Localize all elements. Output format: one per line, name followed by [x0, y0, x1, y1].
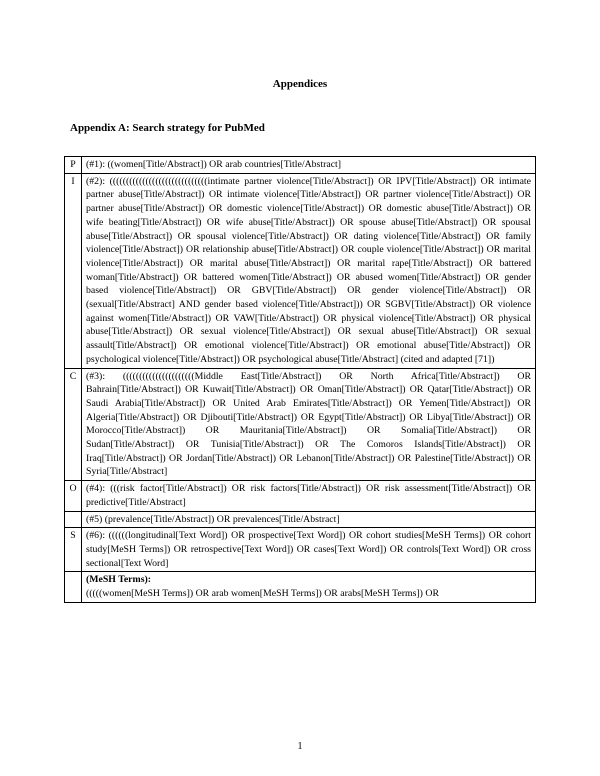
table-row	[65, 481, 536, 511]
mesh-heading: (MeSH Terms):	[86, 574, 152, 586]
row-text: (#5) (prevalence[Title/Abstract]) OR prevalences[Title/Abstract]	[82, 511, 536, 528]
row-label: I	[65, 173, 82, 368]
row-label: S	[65, 528, 82, 572]
row-label: P	[65, 157, 82, 174]
mesh-cell	[82, 572, 536, 602]
search-strategy-table	[64, 156, 536, 603]
row-text: (#3): ((((((((((((((((((((((Middle East[Title/Abstract]) OR North Africa[Title/Abstract]) OR Bahrain[Title/Abstract]) OR Kuwait[Title/Abstract]) OR Oman[Title/Abstract]) OR Qatar[Title/Abstract]) OR Saudi Arabia[Title/Abstract]) OR United Arab Emirates[Title/Abstract]) OR Yemen[Title/Abstract]) OR Algeria[Title/Abstract]) OR Djibouti[Title/Abstract]) OR Egypt[Title/Abstract]) OR Libya[Title/Abstract]) OR Morocco[Title/Abstract]) OR Mauritania[Title/Abstract]) OR Somalia[Title/Abstract]) OR Sudan[Title/Abstract]) OR Tunisia[Title/Abstract]) OR The Comoros Islands[Title/Abstract]) OR Iraq[Title/Abstract]) OR Jordan[Title/Abstract]) OR Lebanon[Title/Abstract]) OR Palestine[Title/Abstract]) OR Syria[Title/Abstract]	[82, 368, 536, 481]
table-row	[65, 572, 536, 602]
row-label: O	[65, 481, 82, 511]
table-row	[65, 528, 536, 572]
row-label	[65, 511, 82, 528]
page-number: 1	[297, 741, 303, 752]
section-heading: Appendix A: Search strategy for PubMed	[70, 122, 265, 134]
row-text: (#1): ((women[Title/Abstract]) OR arab countries[Title/Abstract]	[82, 157, 536, 174]
row-text: (#2): ((((((((((((((((((((((((((((((intimate partner violence[Title/Abstract]) OR IPV[Title/Abstract]) OR intimate partner abuse[Title/Abstract]) OR intimate violence[Title/Abstract]) OR partner violence[Title/Abstract]) OR partner abuse[Title/Abstract]) OR domestic violence[Title/Abstract]) OR domestic abuse[Title/Abstract]) OR wife beating[Title/Abstract]) OR wife abuse[Title/Abstract]) OR spouse abuse[Title/Abstract]) OR spousal abuse[Title/Abstract]) OR spousal violence[Title/Abstract]) OR dating violence[Title/Abstract]) OR family violence[Title/Abstract]) OR relationship abuse[Title/Abstract]) OR couple violence[Title/Abstract]) OR marital violence[Title/Abstract]) OR marital abuse[Title/Abstract]) OR marital rape[Title/Abstract]) OR battered woman[Title/Abstract]) OR battered women[Title/Abstract]) OR abused women[Title/Abstract]) OR gender based violence[Title/Abstract]) OR GBV[Title/Abstract]) OR gender violence[Title/Abstract]) OR (sexual[Title/Abstract] AND gender based violence[Title/Abstract])) OR SGBV[Title/Abstract]) OR violence against women[Title/Abstract]) OR VAW[Title/Abstract]) OR physical violence[Title/Abstract]) OR physical abuse[Title/Abstract]) OR sexual violence[Title/Abstract]) OR sexual abuse[Title/Abstract]) OR sexual assault[Title/Abstract]) OR emotional violence[Title/Abstract]) OR emotional abuse[Title/Abstract]) OR psychological violence[Title/Abstract]) OR psychological abuse[Title/Abstract] (cited and adapted [71])	[82, 173, 536, 368]
table-row	[65, 173, 536, 368]
row-text: (#4): (((risk factor[Title/Abstract]) OR risk factors[Title/Abstract]) OR risk assessment[Title/Abstract]) OR predictive[Title/Abstract]	[82, 481, 536, 511]
row-label: C	[65, 368, 82, 481]
row-label	[65, 572, 82, 602]
table-row	[65, 368, 536, 481]
table-row	[65, 157, 536, 174]
page-title: Appendices	[272, 78, 328, 90]
table-row	[65, 511, 536, 528]
row-text: (#6): ((((((longitudinal[Text Word]) OR prospective[Text Word]) OR cohort studies[MeSH Terms]) OR cohort study[MeSH Terms]) OR retrospective[Text Word]) OR cases[Text Word]) OR controls[Text Word]) OR cross sectional[Text Word]	[82, 528, 536, 572]
mesh-text: (((((women[MeSH Terms]) OR arab women[MeSH Terms]) OR arabs[MeSH Terms]) OR	[86, 588, 440, 600]
